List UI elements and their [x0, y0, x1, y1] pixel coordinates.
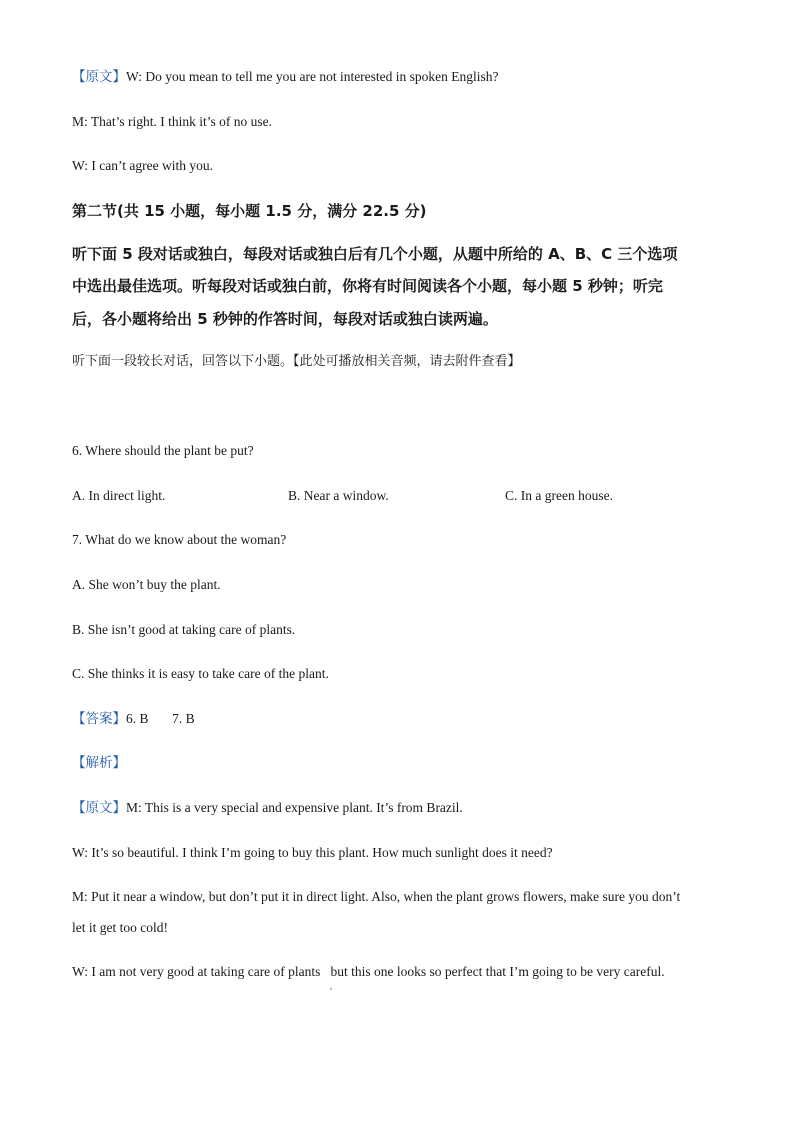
prev-transcript-line-2: M: That’s right. I think it’s of no use. — [72, 114, 272, 129]
question-7-stem: 7. What do we know about the woman? — [72, 532, 287, 547]
answer-value: 6. B 7. B — [126, 711, 195, 726]
answer-line — [72, 710, 195, 728]
question-6-option-c: C. In a green house. — [505, 488, 613, 503]
transcript-line-4: W: I am not very good at taking care of plants but this one looks so perfect that I’m going to be very careful. — [72, 964, 665, 979]
question-6-option-b: B. Near a window. — [288, 488, 389, 503]
transcript-line-3b: let it get too cold! — [72, 920, 168, 935]
prev-transcript-line-3: W: I can’t agree with you. — [72, 158, 213, 173]
section-heading: 第二节(共 15 小题，每小题 1.5 分，满分 22.5 分) — [72, 202, 427, 220]
prev-transcript-line-1 — [72, 68, 499, 86]
transcript-label-2: 【原文】 — [72, 800, 126, 816]
question-7-option-a: A. She won’t buy the plant. — [72, 577, 221, 592]
question-7-option-b: B. She isn’t good at taking care of plants. — [72, 622, 296, 637]
section-instruction-1: 听下面 5 段对话或独白，每段对话或独白后有几个小题，从题中所给的 A、B、C 三个选项 — [72, 245, 678, 263]
question-6-stem: 6. Where should the plant be put? — [72, 443, 254, 458]
stray-comma-mark: , — [330, 982, 332, 991]
prev-transcript-text-1: W: Do you mean to tell me you are not interested in spoken English? — [126, 69, 499, 84]
section-instruction-3: 后，各小题将给出 5 秒钟的作答时间，每段对话或独白读两遍。 — [72, 310, 498, 328]
answer-label: 【答案】 — [72, 711, 126, 727]
transcript-text-1: M: This is a very special and expensive plant. It’s from Brazil. — [126, 800, 463, 815]
section-instruction-2: 中选出最佳选项。听每段对话或独白前，你将有时间阅读各个小题，每小题 5 秒钟；听完 — [72, 277, 663, 295]
transcript-line-1 — [72, 799, 463, 817]
transcript-label: 【原文】 — [72, 69, 126, 85]
listening-prompt: 听下面一段较长对话，回答以下小题。【此处可播放相关音频，请去附件查看】 — [72, 354, 521, 369]
transcript-line-3a: M: Put it near a window, but don’t put it in direct light. Also, when the plant grows flowers, make sure you don’t — [72, 889, 681, 904]
question-7-option-c: C. She thinks it is easy to take care of the plant. — [72, 666, 329, 681]
analysis-label: 【解析】 — [72, 755, 126, 771]
transcript-line-2: W: It’s so beautiful. I think I’m going to buy this plant. How much sunlight does it need? — [72, 845, 553, 860]
question-6-option-a: A. In direct light. — [72, 488, 166, 503]
